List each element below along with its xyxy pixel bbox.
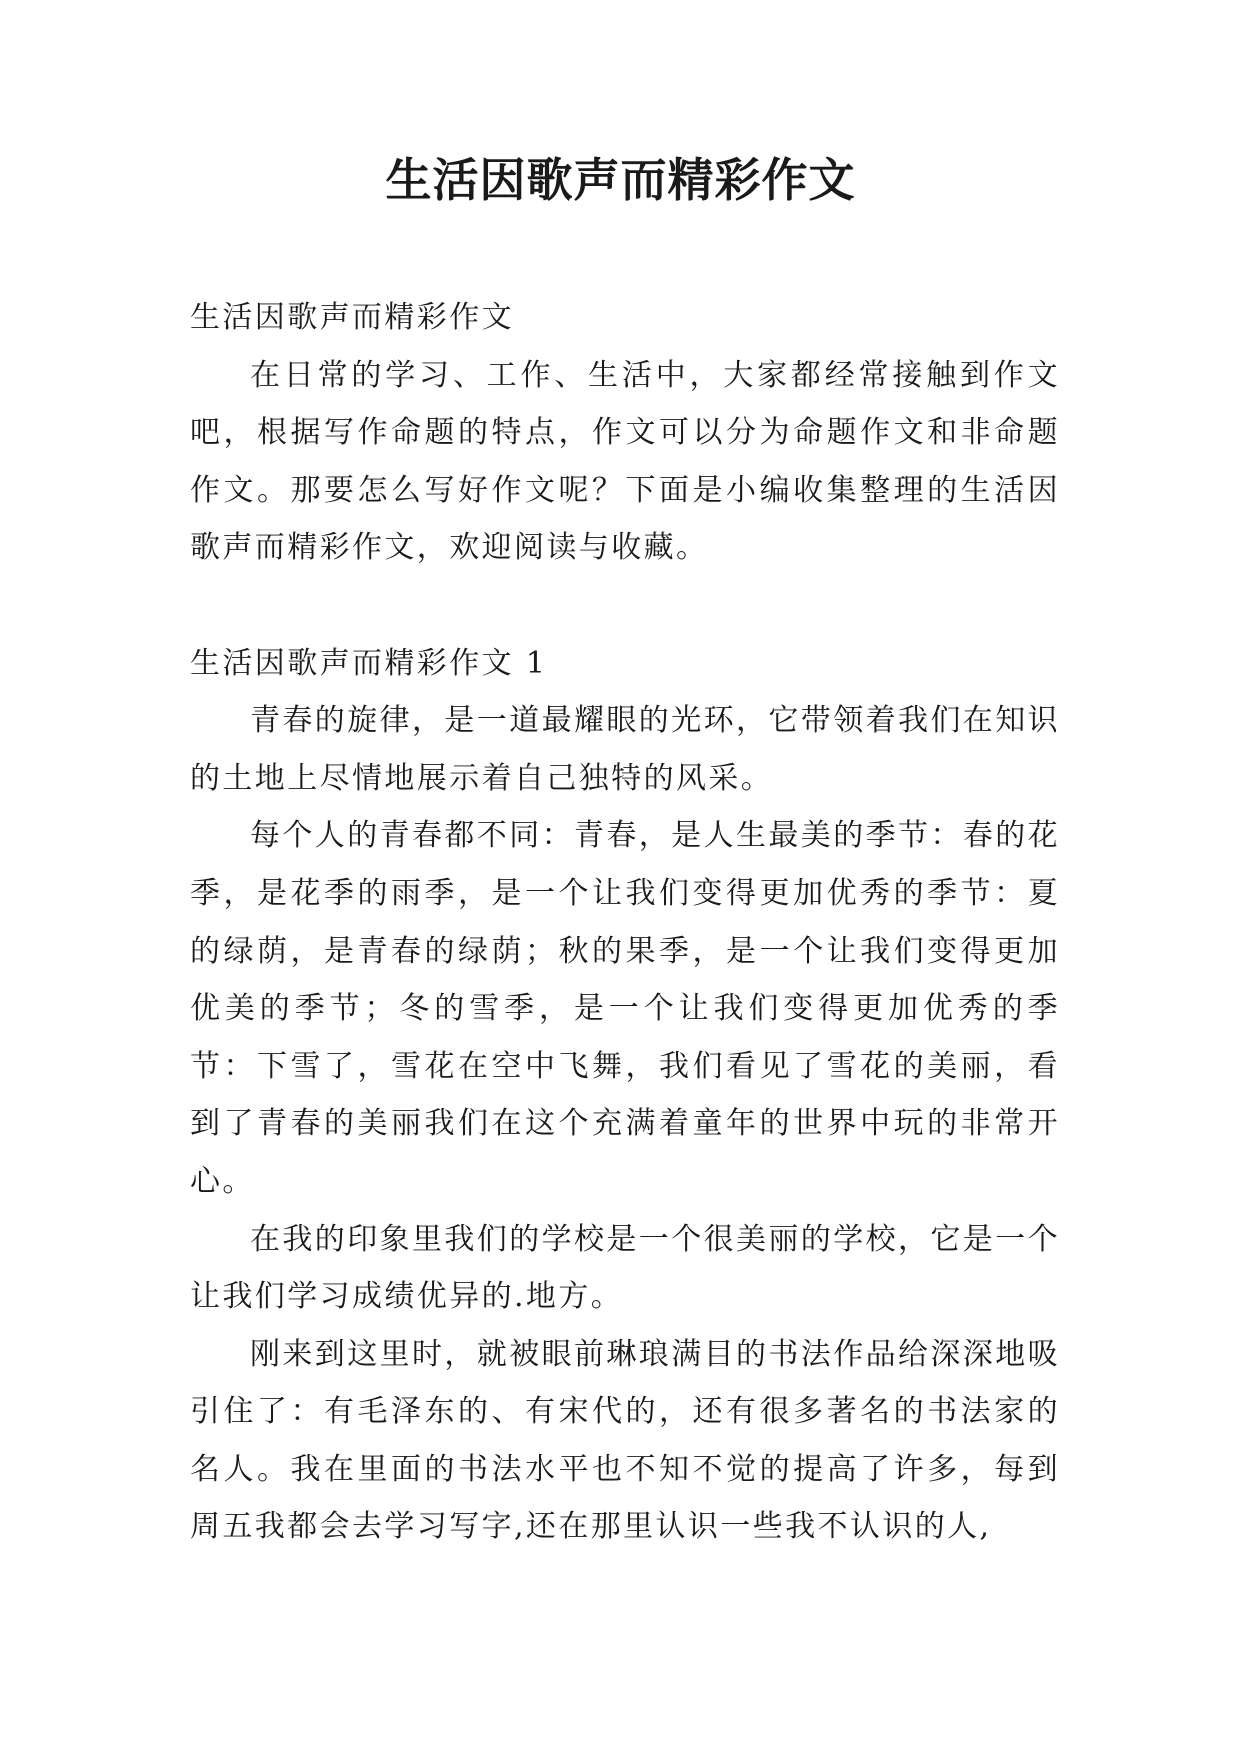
intro-paragraph: 在日常的学习、工作、生活中，大家都经常接触到作文吧，根据写作命题的特点，作文可以分为命题作文和非命题作文。那要怎么写好作文呢？下面是小编收集整理的生活因歌声而精彩作文，欢迎阅读与收藏。	[190, 357, 1060, 566]
document-subtitle: 生活因歌声而精彩作文	[190, 300, 514, 335]
section-spacer	[190, 577, 1060, 635]
body-paragraph-2: 每个人的青春都不同：青春，是人生最美的季节：春的花季，是花季的雨季，是一个让我们变得更加优秀的季节：夏的绿荫，是青春的绿荫；秋的果季，是一个让我们变得更加优美的季节；冬的雪季，是一个让我们变得更加优秀的季节：下雪了，雪花在空中飞舞，我们看见了雪花的美丽，看到了青春的美丽我们在这个充满着童年的世界中玩的非常开心。	[190, 818, 1060, 1199]
document-body	[190, 289, 1060, 1556]
body-paragraph-1: 青春的旋律，是一道最耀眼的光环，它带领着我们在知识的土地上尽情地展示着自己独特的风采。	[190, 703, 1060, 796]
section-title: 生活因歌声而精彩作文 1	[190, 645, 548, 681]
body-paragraph-3: 在我的印象里我们的学校是一个很美丽的学校，它是一个让我们学习成绩优异的.地方。	[190, 1221, 1060, 1315]
document-title: 生活因歌声而精彩作文	[385, 153, 856, 207]
body-paragraph-4: 刚来到这里时，就被眼前琳琅满目的书法作品给深深地吸引住了：有毛泽东的、有宋代的，还有很多著名的书法家的名人。我在里面的书法水平也不知不觉的提高了许多，每到周五我都会去学习写字,还在那里认识一些我不认识的人,	[190, 1336, 1060, 1545]
